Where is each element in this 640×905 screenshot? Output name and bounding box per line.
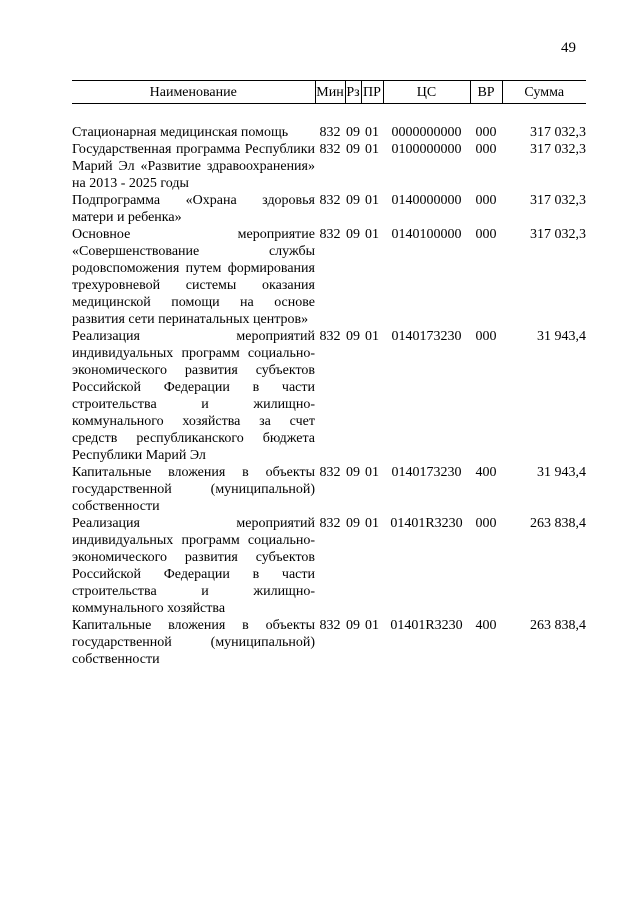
row-rz: 09 xyxy=(346,125,360,140)
row-cs: 0140173230 xyxy=(391,329,462,344)
row-pr: 01 xyxy=(365,329,379,344)
row-amount: 31 943,4 xyxy=(537,465,586,480)
row-rz: 09 xyxy=(346,465,360,480)
table-row xyxy=(72,328,586,464)
row-cs: 0100000000 xyxy=(391,142,462,157)
row-pr: 01 xyxy=(365,465,379,480)
row-pr: 01 xyxy=(365,516,379,531)
table-header-row xyxy=(72,81,586,104)
header-pr: ПР xyxy=(361,81,383,104)
row-min: 832 xyxy=(319,227,341,242)
row-rz: 09 xyxy=(346,329,360,344)
row-cs: 01401R3230 xyxy=(390,516,463,531)
header-min: Мин xyxy=(315,81,345,104)
row-name: Реализация мероприятий индивидуальных программ социально-экономического развития субъектов Российской Федерации в части строительства и жилищно-коммунального хозяйства за счет средств республиканского бюджета Республики Марий Эл xyxy=(72,329,315,463)
row-amount: 317 032,3 xyxy=(530,193,586,208)
row-name: Государственная программа Республики Марий Эл «Развитие здравоохранения» на 2013 - 2025 годы xyxy=(72,142,315,191)
row-name: Подпрограмма «Охрана здоровья матери и ребенка» xyxy=(72,193,315,225)
row-min: 832 xyxy=(319,465,341,480)
row-name: Основное мероприятие «Совершенствование службы родовспоможения путем формирования трехуровневой системы оказания медицинской помощи на основе развития сети перинатальных центров» xyxy=(72,227,315,327)
row-rz: 09 xyxy=(346,227,360,242)
row-amount: 263 838,4 xyxy=(530,618,586,633)
table-row xyxy=(72,124,586,141)
row-amount: 263 838,4 xyxy=(530,516,586,531)
row-amount: 31 943,4 xyxy=(537,329,586,344)
row-amount: 317 032,3 xyxy=(530,125,586,140)
row-rz: 09 xyxy=(346,142,360,157)
row-cs: 01401R3230 xyxy=(390,618,463,633)
row-pr: 01 xyxy=(365,142,379,157)
row-vr: 400 xyxy=(475,618,497,633)
table-row xyxy=(72,515,586,617)
row-vr: 400 xyxy=(475,465,497,480)
row-name: Капитальные вложения в объекты государственной (муниципальной) собственности xyxy=(72,465,315,514)
header-rz: Рз xyxy=(345,81,361,104)
table-row xyxy=(72,226,586,328)
row-amount: 317 032,3 xyxy=(530,227,586,242)
table-row xyxy=(72,141,586,192)
row-vr: 000 xyxy=(475,329,497,344)
row-rz: 09 xyxy=(346,618,360,633)
row-pr: 01 xyxy=(365,193,379,208)
row-vr: 000 xyxy=(475,142,497,157)
row-cs: 0140100000 xyxy=(391,227,462,242)
header-vr: ВР xyxy=(470,81,502,104)
row-vr: 000 xyxy=(475,193,497,208)
row-pr: 01 xyxy=(365,227,379,242)
row-vr: 000 xyxy=(475,227,497,242)
row-vr: 000 xyxy=(475,125,497,140)
row-min: 832 xyxy=(319,125,341,140)
row-min: 832 xyxy=(319,193,341,208)
row-min: 832 xyxy=(319,618,341,633)
row-cs: 0000000000 xyxy=(391,125,462,140)
table-row xyxy=(72,464,586,515)
row-pr: 01 xyxy=(365,618,379,633)
table-row xyxy=(72,617,586,668)
header-name: Наименование xyxy=(72,81,315,104)
row-cs: 0140000000 xyxy=(391,193,462,208)
row-amount: 317 032,3 xyxy=(530,142,586,157)
budget-table xyxy=(72,80,586,668)
row-min: 832 xyxy=(319,329,341,344)
row-min: 832 xyxy=(319,516,341,531)
row-rz: 09 xyxy=(346,193,360,208)
row-name: Реализация мероприятий индивидуальных программ социально-экономического развития субъектов Российской Федерации в части строительства и жилищно-коммунального хозяйства xyxy=(72,516,315,616)
row-pr: 01 xyxy=(365,125,379,140)
page-number: 49 xyxy=(561,40,576,56)
row-min: 832 xyxy=(319,142,341,157)
row-cs: 0140173230 xyxy=(391,465,462,480)
row-name: Капитальные вложения в объекты государственной (муниципальной) собственности xyxy=(72,618,315,667)
header-amount: Сумма xyxy=(502,81,586,104)
table-row xyxy=(72,192,586,226)
row-vr: 000 xyxy=(475,516,497,531)
row-rz: 09 xyxy=(346,516,360,531)
row-name: Стационарная медицинская помощь xyxy=(72,125,289,140)
header-cs: ЦС xyxy=(383,81,470,104)
